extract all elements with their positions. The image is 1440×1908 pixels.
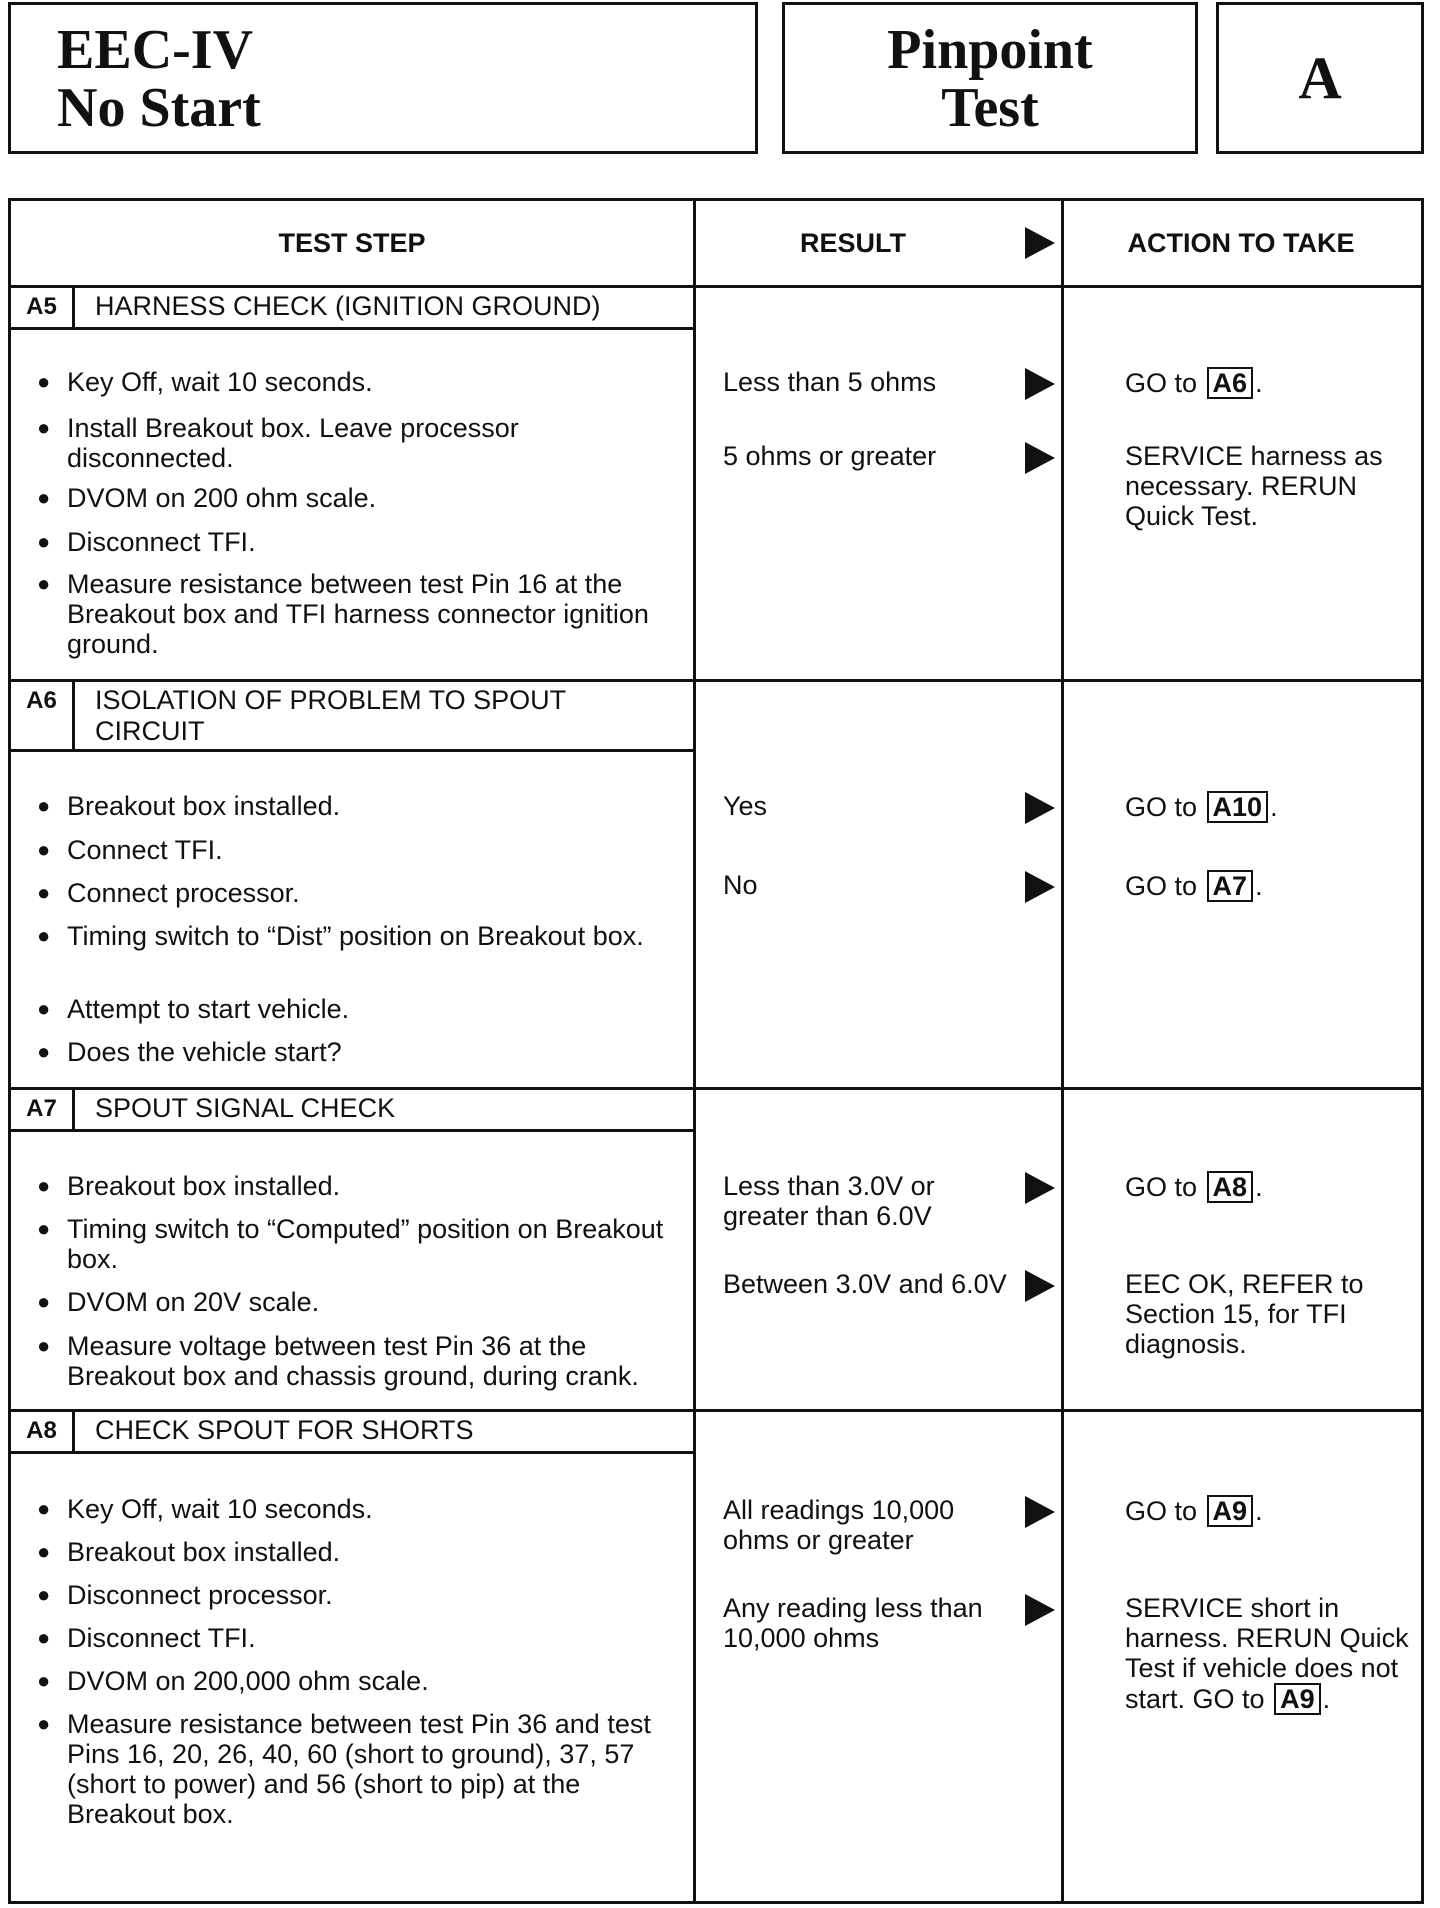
arrow-right-icon [1025, 442, 1055, 474]
step-id: A8 [11, 1409, 75, 1451]
arrow-right-icon [1025, 871, 1055, 903]
result-text: Between 3.0V and 6.0V [723, 1269, 1007, 1299]
action-prefix: to [1242, 1684, 1265, 1714]
action-text [1125, 1171, 1415, 1203]
step-header-a6 [11, 679, 693, 752]
step-id: A6 [11, 679, 75, 749]
column-divider-1 [693, 201, 696, 1901]
arrow-right-icon [1025, 1270, 1055, 1302]
action-text [1125, 367, 1415, 399]
action-text [1125, 870, 1415, 902]
instruction-item: ● Connect processor. [33, 878, 673, 908]
arrow-right-icon [1025, 227, 1055, 259]
action-prefix: GO to [1125, 1172, 1198, 1202]
action-suffix: . [1270, 792, 1278, 822]
action-text [1125, 1593, 1417, 1715]
procedure-title-line1: EEC-IV [57, 19, 254, 81]
procedure-title-line2: No Start [57, 77, 261, 139]
action-prefix: GO to [1125, 871, 1198, 901]
column-header-test-step: TEST STEP [278, 228, 426, 258]
step-reference-a7[interactable]: A7 [1207, 870, 1254, 902]
pinpoint-test-table [8, 198, 1424, 1904]
column-header-action: ACTION TO TAKE [1127, 228, 1355, 258]
step-id: A5 [11, 285, 75, 327]
step-reference-a9[interactable]: A9 [1274, 1683, 1321, 1715]
instruction-item: ● DVOM on 200 ohm scale. [33, 483, 673, 513]
test-letter: A [1216, 2, 1424, 154]
step-title: ISOLATION OF PROBLEM TO SPOUT CIRCUIT [95, 685, 566, 746]
arrow-right-icon [1025, 1496, 1055, 1528]
instruction-item: ● Key Off, wait 10 seconds. [33, 1494, 673, 1524]
arrow-right-icon [1025, 1172, 1055, 1204]
instruction-item: ● Disconnect TFI. [33, 1623, 673, 1653]
arrow-right-icon [1025, 792, 1055, 824]
step-reference-a8[interactable]: A8 [1207, 1171, 1254, 1203]
instruction-item: ● Measure resistance between test Pin 16 at the Breakout box and TFI harness connector ignition ground. [33, 569, 673, 659]
action-suffix: . [1322, 1684, 1331, 1714]
column-header-result: RESULT [800, 228, 906, 258]
instruction-item: ● Connect TFI. [33, 835, 673, 865]
step-title: SPOUT SIGNAL CHECK [95, 1093, 396, 1123]
result-text: Less than 5 ohms [723, 367, 937, 397]
action-suffix: . [1255, 368, 1263, 398]
result-text: Less than 3.0V or greater than 6.0V [723, 1171, 935, 1231]
test-type-box [782, 2, 1198, 154]
instruction-item: ● Breakout box installed. [33, 1171, 673, 1201]
action-prefix: GO to [1125, 792, 1198, 822]
instruction-item: ● Breakout box installed. [33, 791, 673, 821]
action-suffix: . [1255, 1496, 1263, 1526]
action-text [1125, 1495, 1415, 1527]
instruction-item: ● DVOM on 20V scale. [33, 1287, 673, 1317]
action-prefix: GO to [1125, 368, 1198, 398]
action-prefix: GO to [1125, 1496, 1198, 1526]
instruction-item: ● Attempt to start vehicle. [33, 994, 673, 1024]
instruction-item: ● Timing switch to “Computed” position on Breakout box. [33, 1214, 673, 1274]
action-suffix: . [1255, 1172, 1263, 1202]
procedure-title-box [8, 2, 758, 154]
instruction-item: ● Disconnect TFI. [33, 527, 673, 557]
action-text-main: SERVICE short in harness. RERUN Quick Test if vehicle does not start. GO [1125, 1593, 1409, 1714]
step-id: A7 [11, 1087, 75, 1129]
instruction-item: ● Key Off, wait 10 seconds. [33, 367, 673, 397]
instruction-item: ● Disconnect processor. [33, 1580, 673, 1610]
result-text: Yes [723, 791, 768, 821]
instruction-item: ● Install Breakout box. Leave processor disconnected. [33, 413, 673, 473]
step-title: HARNESS CHECK (IGNITION GROUND) [95, 291, 601, 321]
result-text: All readings 10,000 ohms or greater [723, 1495, 955, 1555]
column-divider-2 [1061, 201, 1064, 1901]
instruction-item: ● Measure resistance between test Pin 36 and test Pins 16, 20, 26, 40, 60 (short to ground), 37, 57 (short to power) and 56 (short to pip) at the Breakout box. [33, 1709, 673, 1829]
instruction-item: ● DVOM on 200,000 ohm scale. [33, 1666, 673, 1696]
step-header-a7 [11, 1087, 693, 1132]
instruction-item: ● Does the vehicle start? [33, 1037, 673, 1067]
arrow-right-icon [1025, 368, 1055, 400]
action-text: EEC OK, REFER to Section 15, for TFI diagnosis. [1125, 1269, 1364, 1359]
instruction-item: ● Timing switch to “Dist” position on Breakout box. [33, 921, 673, 951]
result-text: No [723, 870, 758, 900]
step-title: CHECK SPOUT FOR SHORTS [95, 1415, 474, 1445]
action-suffix: . [1255, 871, 1263, 901]
test-type-line1: Pinpoint [887, 19, 1093, 81]
action-text: SERVICE harness as necessary. RERUN Quick Test. [1125, 441, 1383, 531]
action-text [1125, 791, 1415, 823]
instruction-item: ● Breakout box installed. [33, 1537, 673, 1567]
result-text: Any reading less than 10,000 ohms [723, 1593, 983, 1653]
step-reference-a6[interactable]: A6 [1207, 367, 1254, 399]
step-reference-a10[interactable]: A10 [1207, 791, 1269, 823]
step-header-a8 [11, 1409, 693, 1454]
test-type-line2: Test [941, 77, 1039, 139]
instruction-item: ● Measure voltage between test Pin 36 at the Breakout box and chassis ground, during crank. [33, 1331, 687, 1391]
step-header-a5 [11, 285, 693, 330]
result-text: 5 ohms or greater [723, 441, 937, 471]
step-reference-a9[interactable]: A9 [1207, 1495, 1254, 1527]
arrow-right-icon [1025, 1594, 1055, 1626]
